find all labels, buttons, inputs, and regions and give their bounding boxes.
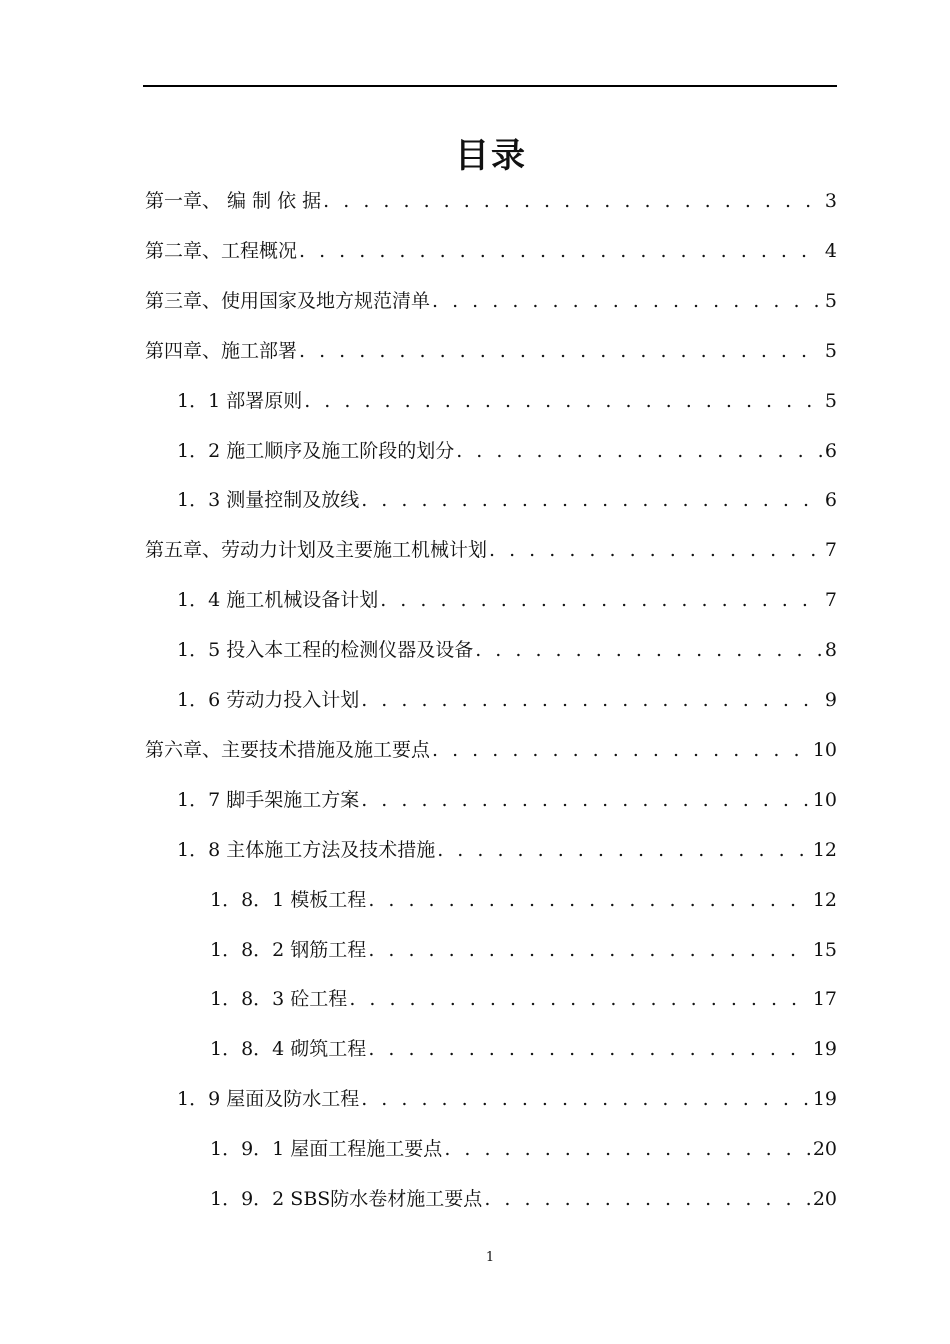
toc-dot-leader [361, 485, 823, 515]
footer-page-number: 1 [485, 1250, 495, 1265]
toc-entry-label: 1．3 测量控制及放线 [177, 489, 360, 512]
toc-entry[interactable] [177, 685, 837, 715]
toc-entry-page: 5 [824, 289, 837, 312]
toc-entry-label: 1．4 施工机械设备计划 [177, 589, 379, 612]
toc-entry[interactable] [177, 785, 837, 815]
toc-entry-page: 20 [812, 1188, 837, 1210]
toc-entry-page: 10 [812, 738, 837, 761]
toc-entry[interactable] [210, 1034, 837, 1064]
toc-entry[interactable] [210, 885, 837, 915]
toc-entry-label: 第四章、施工部署 [145, 339, 298, 362]
toc-entry-page: 7 [824, 589, 837, 612]
toc-entry-page: 3 [824, 190, 837, 212]
toc-entry-label: 1．9 屋面及防水工程 [177, 1088, 360, 1111]
header-rule [143, 85, 837, 87]
toc-dot-leader [437, 835, 811, 865]
toc-entry-page: 19 [812, 1088, 837, 1111]
toc-dot-leader [456, 436, 823, 466]
toc-entry-label: 第五章、劳动力计划及主要施工机械计划 [145, 539, 488, 562]
toc-dot-leader [489, 535, 823, 565]
toc-entry-label: 1．7 脚手架施工方案 [177, 788, 360, 811]
toc-entry-page: 7 [824, 539, 837, 562]
toc-entry-page: 9 [824, 689, 837, 711]
toc-dot-leader [368, 935, 811, 965]
toc-dot-leader [299, 236, 823, 266]
toc-dot-leader [304, 386, 823, 416]
toc-dot-leader [444, 1134, 811, 1164]
toc-entry-label: 第三章、使用国家及地方规范清单 [145, 289, 431, 312]
toc-entry[interactable] [145, 735, 837, 765]
toc-entry-label: 1．8．2 钢筋工程 [210, 938, 367, 961]
toc-dot-leader [484, 1184, 811, 1214]
toc-dot-leader [349, 984, 811, 1014]
toc-entry-label: 1．8．1 模板工程 [210, 888, 367, 911]
toc-entry-page: 6 [824, 489, 837, 512]
toc-entry-page: 12 [812, 838, 837, 861]
toc-entry-page: 20 [812, 1138, 837, 1161]
toc-dot-leader [475, 635, 823, 665]
toc-entry[interactable] [177, 485, 837, 515]
toc-dot-leader [361, 685, 823, 715]
toc-entry-page: 19 [812, 1038, 837, 1061]
toc-entry-page: 17 [812, 988, 837, 1011]
toc-entry[interactable] [210, 1184, 837, 1214]
toc-entry-label: 1．8 主体施工方法及技术措施 [177, 838, 436, 861]
toc-entry[interactable] [177, 386, 837, 416]
toc-entry-page: 6 [824, 439, 837, 462]
toc-entry[interactable] [210, 984, 837, 1014]
toc-entry[interactable] [177, 835, 837, 865]
page-title: 目录 [455, 136, 527, 176]
toc-entry[interactable] [145, 336, 837, 366]
toc-entry-page: 5 [824, 389, 837, 412]
toc-dot-leader [368, 885, 811, 915]
toc-entry-page: 15 [812, 938, 837, 961]
toc-entry-label: 1．2 施工顺序及施工阶段的划分 [177, 439, 455, 462]
toc-entry-label: 1．8．4 砌筑工程 [210, 1038, 367, 1061]
toc-dot-leader [368, 1034, 811, 1064]
toc-entry-label: 1．8．3 砼工程 [210, 988, 348, 1011]
toc-entry[interactable] [145, 236, 837, 266]
toc-dot-leader [380, 585, 823, 615]
toc-dot-leader [432, 286, 823, 316]
toc-entry-page: 4 [824, 239, 837, 262]
toc-entry-page: 12 [812, 888, 837, 911]
toc-entry-label: 1．5 投入本工程的检测仪器及设备 [177, 639, 474, 662]
toc-entry[interactable] [177, 436, 837, 466]
toc-entry[interactable] [210, 1134, 837, 1164]
toc-entry[interactable] [177, 585, 837, 615]
toc-entry-page: 8 [824, 639, 837, 662]
toc-entry[interactable] [177, 635, 837, 665]
toc-entry[interactable] [177, 1084, 837, 1114]
toc-entry-label: 1．1 部署原则 [177, 389, 303, 412]
toc-entry[interactable] [210, 935, 837, 965]
toc-dot-leader [361, 1084, 811, 1114]
toc-entry-label: 第一章、 编 制 依 据 [145, 190, 322, 212]
toc-entry-label: 1．9．1 屋面工程施工要点 [210, 1138, 443, 1161]
toc-dot-leader [432, 735, 811, 765]
toc-entry-label: 1．6 劳动力投入计划 [177, 689, 360, 711]
toc-dot-leader [323, 186, 823, 216]
toc-entry-page: 5 [824, 339, 837, 362]
toc-dot-leader [299, 336, 823, 366]
toc-entry[interactable] [145, 535, 837, 565]
toc-entry-label: 1．9．2 SBS防水卷材施工要点 [210, 1188, 483, 1210]
toc-entry-label: 第六章、主要技术措施及施工要点 [145, 738, 431, 761]
toc-entry[interactable] [145, 186, 837, 216]
toc-entry-label: 第二章、工程概况 [145, 239, 298, 262]
toc-entry[interactable] [145, 286, 837, 316]
toc-entry-page: 10 [812, 788, 837, 811]
toc-dot-leader [361, 785, 811, 815]
